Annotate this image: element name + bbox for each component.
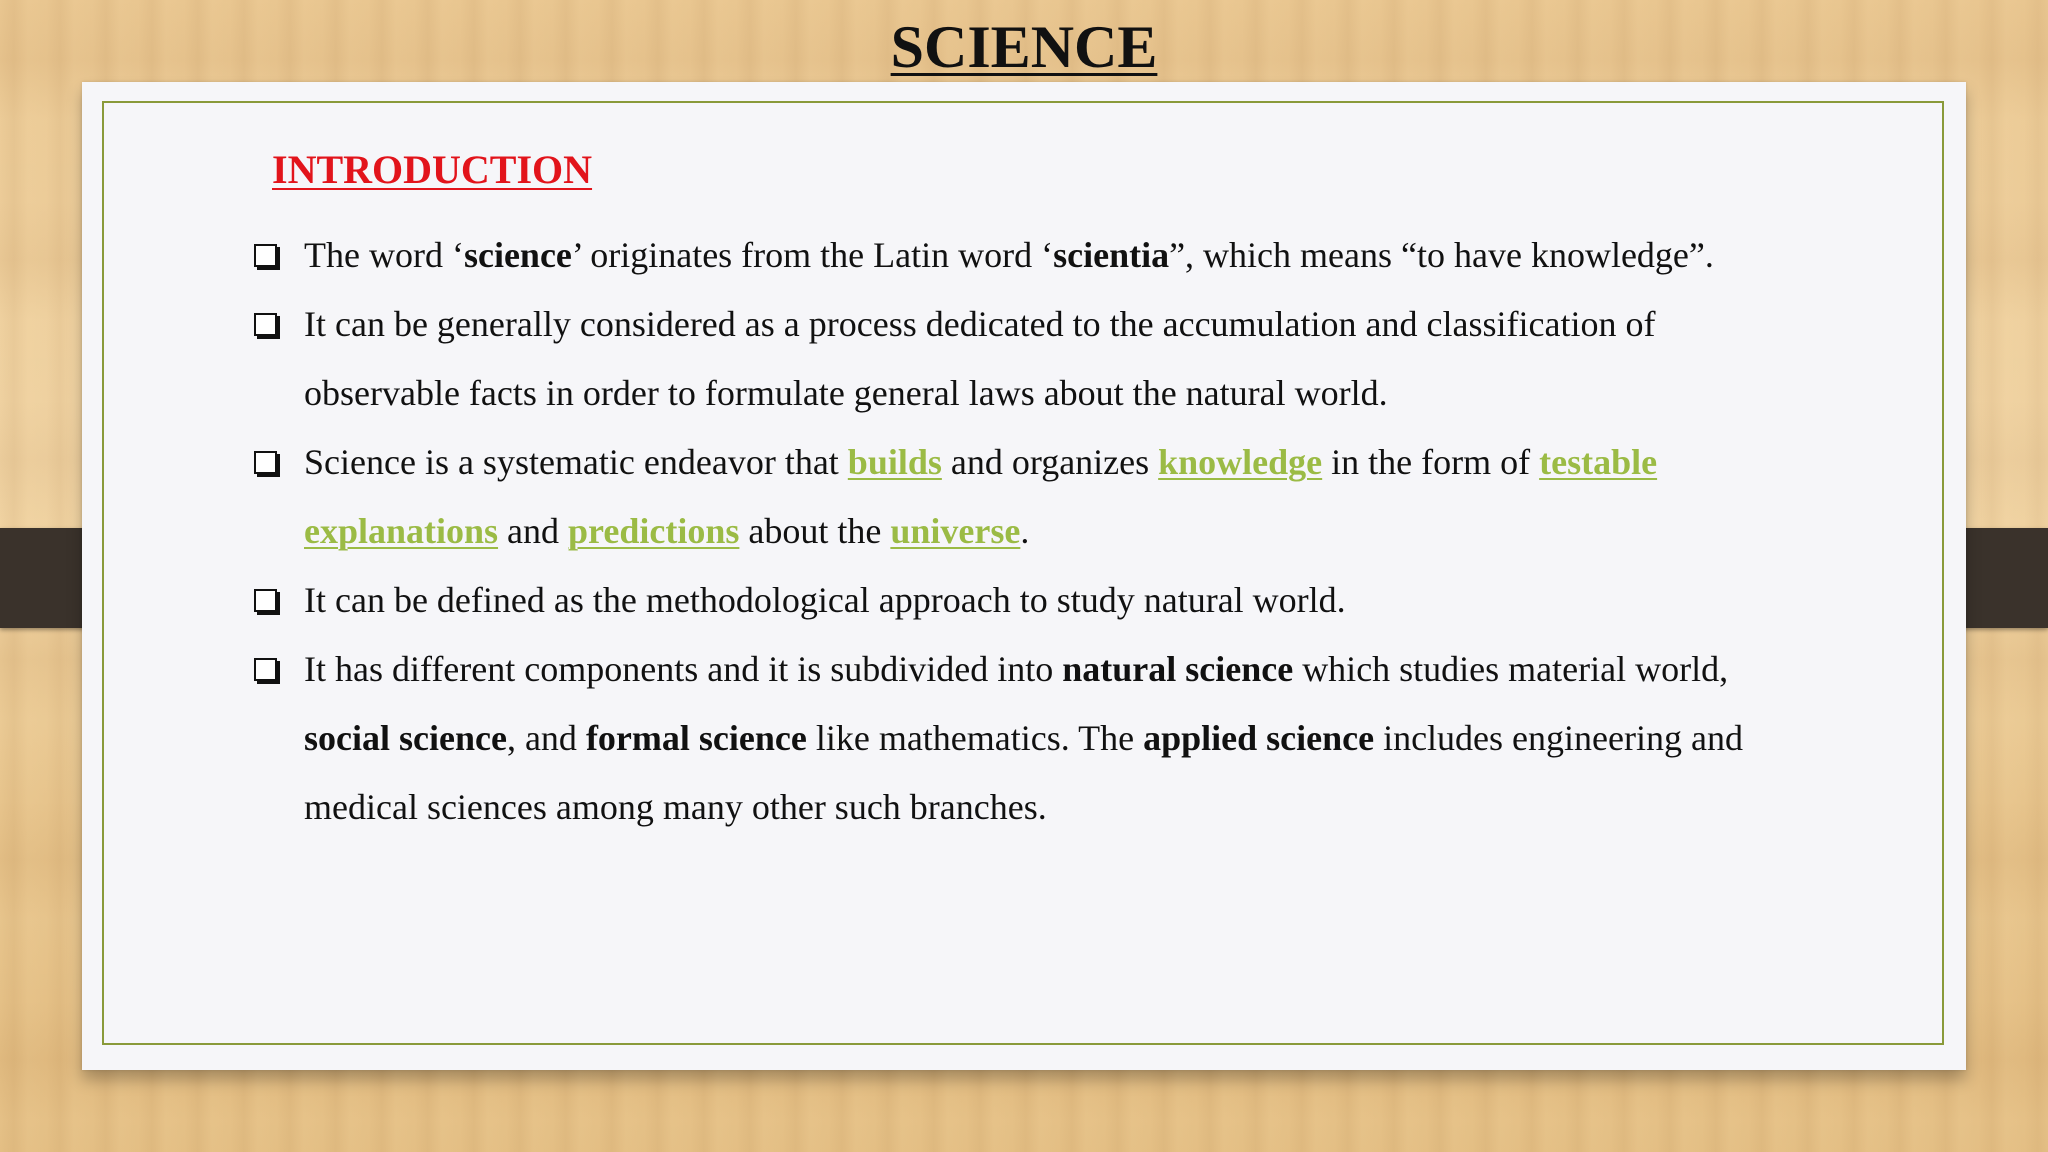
- section-heading: INTRODUCTION: [272, 147, 593, 192]
- checkbox-bullet-icon: [254, 313, 277, 336]
- link-knowledge[interactable]: knowledge: [1158, 442, 1323, 482]
- bullet-item-5: [254, 635, 1814, 842]
- bold-term: natural science: [1062, 649, 1294, 689]
- bullet-text: and: [498, 511, 569, 551]
- link-testable[interactable]: testable: [1539, 442, 1658, 482]
- bullet-text: It can be defined as the methodological approach to study natural world.: [304, 580, 1346, 620]
- bold-term: applied science: [1143, 718, 1375, 758]
- bullet-text: ”, which means “to have knowledge”.: [1169, 235, 1714, 275]
- bullet-text: It has different components and it is subdivided into: [304, 649, 1063, 689]
- bold-term: scientia: [1053, 235, 1170, 275]
- bullet-text: The word ‘: [304, 235, 464, 275]
- checkbox-bullet-icon: [254, 244, 277, 267]
- bullet-text: which studies material world,: [1293, 649, 1729, 689]
- link-predictions[interactable]: predictions: [568, 511, 740, 551]
- bullet-item-2: [254, 290, 1814, 428]
- bold-term: social science: [304, 718, 507, 758]
- bullet-text: includes engineering and medical sciences among many other such branches.: [304, 718, 1743, 827]
- checkbox-bullet-icon: [254, 589, 277, 612]
- bullet-item-4: [254, 566, 1814, 635]
- bullet-item-1: [254, 221, 1814, 290]
- link-explanations[interactable]: explanations: [304, 511, 499, 551]
- bullet-text: about the: [739, 511, 891, 551]
- bullet-text: and organizes: [941, 442, 1159, 482]
- bullet-text: , and: [506, 718, 586, 758]
- bullet-list: [254, 221, 1814, 842]
- bullet-item-3: [254, 428, 1814, 566]
- checkbox-bullet-icon: [254, 658, 277, 681]
- bullet-text: It can be generally considered as a process dedicated to the accumulation and classification of observable facts in order to formulate general laws about the natural world.: [304, 304, 1656, 413]
- bold-term: formal science: [585, 718, 807, 758]
- bullet-text: Science is a systematic endeavor that: [304, 442, 848, 482]
- checkbox-bullet-icon: [254, 451, 277, 474]
- link-builds[interactable]: builds: [847, 442, 942, 482]
- bullet-text: like mathematics. The: [806, 718, 1144, 758]
- bold-term: science: [463, 235, 572, 275]
- bullet-text: ’ originates from the Latin word ‘: [571, 235, 1054, 275]
- bullet-text: in the form of: [1322, 442, 1540, 482]
- page-title: SCIENCE: [890, 14, 1158, 80]
- slide-paper: [82, 82, 1966, 1070]
- link-universe[interactable]: universe: [890, 511, 1021, 551]
- bullet-text: .: [1020, 511, 1030, 551]
